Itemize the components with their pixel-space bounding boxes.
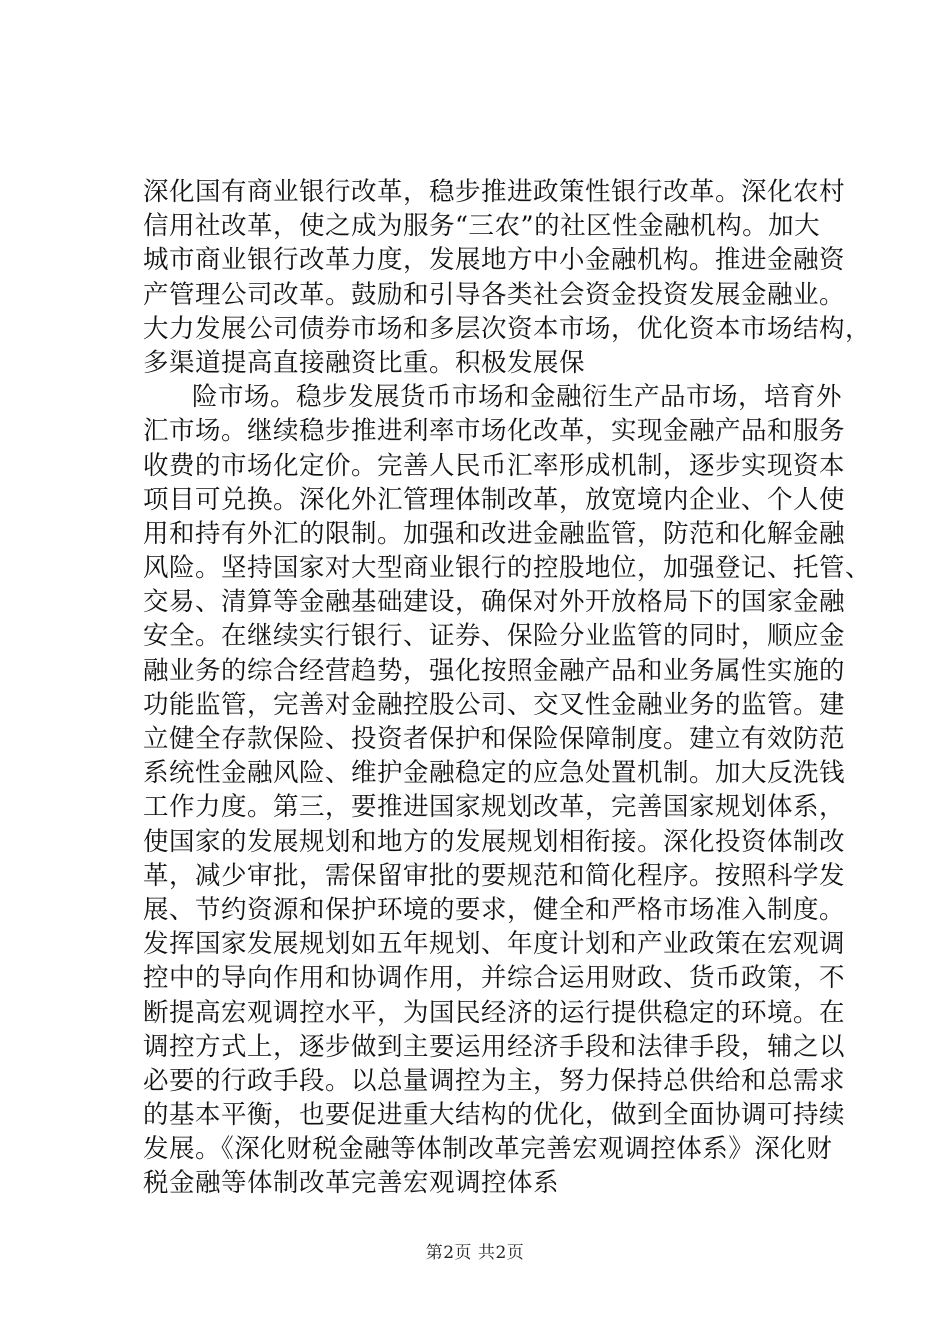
text-line: 税金融等体制改革完善宏观调控体系 — [143, 1168, 560, 1199]
text-line: 项目可兑换。深化外汇管理体制改革，放宽境内企业、个人使 — [143, 484, 846, 515]
text-line: 控中的导向作用和协调作用，并综合运用财政、货币政策，不 — [143, 963, 846, 994]
text-line: 工作力度。第三，要推进国家规划改革，完善国家规划体系， — [143, 792, 846, 823]
text-line: 发展。《深化财税金融等体制改革完善宏观调控体系》深化财 — [143, 1134, 833, 1165]
text-line: 断提高宏观调控水平，为国民经济的运行提供稳定的环境。在 — [143, 997, 846, 1028]
text-line: 风险。坚持国家对大型商业银行的控股地位，加强登记、托管、 — [143, 553, 872, 584]
text-line: 产管理公司改革。鼓励和引导各类社会资金投资发展金融业。 — [143, 279, 846, 310]
text-line: 大力发展公司债券市场和多层次资本市场，优化资本市场结构， — [143, 313, 872, 344]
text-line: 收费的市场化定价。完善人民币汇率形成机制，逐步实现资本 — [143, 450, 846, 481]
text-line: 功能监管，完善对金融控股公司、交叉性金融业务的监管。建 — [143, 689, 846, 720]
text-line: 城市商业银行改革力度，发展地方中小金融机构。推进金融资 — [143, 245, 846, 276]
text-line: 多渠道提高直接融资比重。积极发展保 — [143, 347, 586, 378]
text-line: 调控方式上，逐步做到主要运用经济手段和法律手段，辅之以 — [143, 1031, 846, 1062]
text-line: 用和持有外汇的限制。加强和改进金融监管，防范和化解金融 — [143, 518, 846, 549]
paragraph-1 — [143, 175, 872, 380]
text-line: 安全。在继续实行银行、证券、保险分业监管的同时，顺应金 — [143, 621, 846, 652]
text-line: 深化国有商业银行改革，稳步推进政策性银行改革。深化农村 — [143, 177, 846, 207]
text-line: 信用社改革，使之成为服务“三农”的社区性金融机构。加大 — [143, 211, 821, 242]
text-line: 险市场。稳步发展货币市场和金融衍生产品市场，培育外 — [192, 382, 843, 413]
text-line: 的基本平衡，也要促进重大结构的优化，做到全面协调可持续 — [143, 1100, 846, 1131]
text-line: 融业务的综合经营趋势，强化按照金融产品和业务属性实施的 — [143, 655, 846, 686]
text-line: 汇市场。继续稳步推进利率市场化改革，实现金融产品和服务 — [143, 416, 846, 447]
text-line: 立健全存款保险、投资者保护和保险保障制度。建立有效防范 — [143, 724, 846, 754]
text-line: 必要的行政手段。以总量调控为主，努力保持总供给和总需求 — [143, 1065, 846, 1096]
text-line: 展、节约资源和保护环境的要求，健全和严格市场准入制度。 — [143, 894, 846, 925]
text-line: 使国家的发展规划和地方的发展规划相衔接。深化投资体制改 — [143, 826, 846, 857]
paragraph-2 — [143, 380, 872, 1201]
page-number-footer: 第2页 共2页 — [425, 1243, 525, 1263]
text-line: 革，减少审批，需保留审批的要规范和简化程序。按照科学发 — [143, 860, 846, 891]
document-body — [143, 175, 872, 1201]
text-line: 交易、清算等金融基础建设，确保对外开放格局下的国家金融 — [143, 587, 846, 618]
text-line: 系统性金融风险、维护金融稳定的应急处置机制。加大反洗钱 — [143, 758, 846, 789]
text-line: 发挥国家发展规划如五年规划、年度计划和产业政策在宏观调 — [143, 929, 846, 960]
